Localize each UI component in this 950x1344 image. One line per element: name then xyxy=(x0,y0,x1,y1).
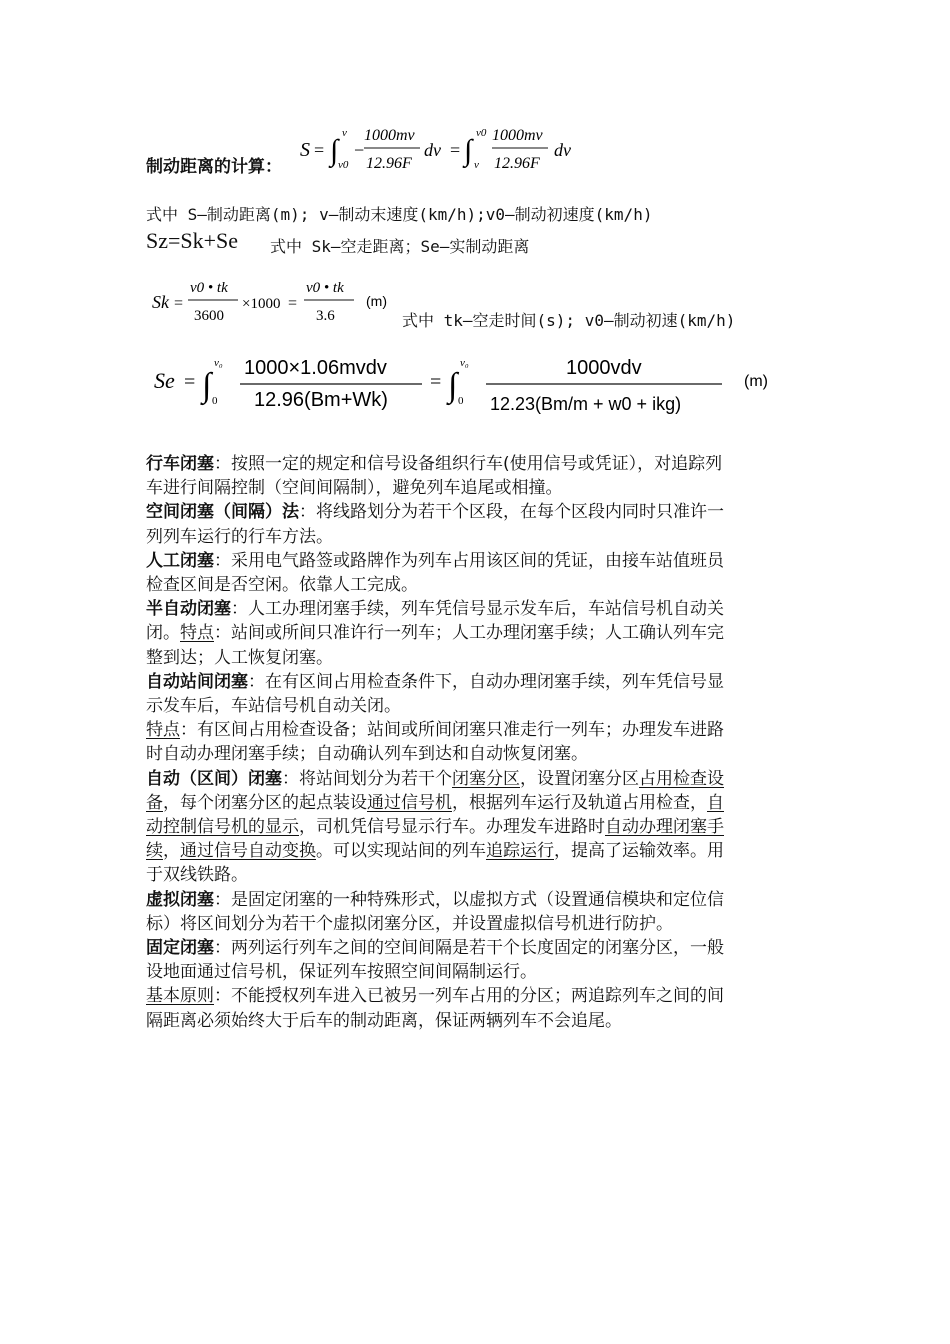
body-text: ：在有区间占用检查条件下，自动办理闭塞手续，列车凭信号显 xyxy=(248,671,724,692)
underlined-text: 通过信号自动变换 xyxy=(180,841,316,862)
body-text: ：有区间占用检查设备；站间或所间闭塞只准走行一列车；办理发车进路 xyxy=(180,720,724,741)
paragraph-line xyxy=(146,863,248,887)
paragraph-line xyxy=(146,525,333,549)
paragraph-line xyxy=(146,1009,622,1033)
body-text: ，根据列车运行及轨道占用检查， xyxy=(452,792,707,813)
svg-text:∫: ∫ xyxy=(202,367,212,404)
svg-text:0: 0 xyxy=(212,395,218,407)
svg-text:−: − xyxy=(354,140,365,160)
underlined-text: 续 xyxy=(146,841,163,862)
definition-Sz: 式中 Sk—空走距离；Se—实制动距离 xyxy=(270,237,530,256)
underlined-text: 追踪运行 xyxy=(486,841,554,862)
body-text: ：不能授权列车进入已被另一列车占用的分区；两追踪列车之间的间 xyxy=(214,986,724,1007)
body-text: 闭。 xyxy=(146,623,180,644)
body-text: 检查区间是否空闲。依靠人工完成。 xyxy=(146,575,418,595)
svg-text:∫: ∫ xyxy=(464,134,473,167)
paragraph-line xyxy=(146,694,401,718)
formula-S-den1: 12.96F xyxy=(366,155,412,172)
paragraph-line xyxy=(146,791,724,815)
paragraph-line xyxy=(146,839,724,863)
svg-text:=: = xyxy=(184,371,196,393)
body-text: ：将站间划分为若干个 xyxy=(282,768,452,789)
body-text: 车进行间隔控制（空间间隔制），避免列车追尾或相撞。 xyxy=(146,478,563,499)
formula-Sk-den1: 3600 xyxy=(194,308,224,324)
paragraph-line xyxy=(146,742,588,766)
formula-S-lower1: v0 xyxy=(338,159,349,171)
brake-distance-title: 制动距离的计算： xyxy=(146,157,282,177)
formula-Se-num2: 1000vdv xyxy=(566,357,642,379)
paragraph-line xyxy=(146,767,724,791)
body-text: ，设置闭塞分区 xyxy=(520,768,639,789)
svg-text:=: = xyxy=(174,295,184,312)
term-heading: 空间闭塞（间隔）法 xyxy=(146,502,299,523)
body-text: 。可以实现站间的列车 xyxy=(316,841,486,862)
paragraph-line xyxy=(146,936,724,960)
formula-S-num2: 1000mv xyxy=(492,127,543,144)
paragraph-line xyxy=(146,621,724,645)
formula-S-lhs: S xyxy=(300,139,310,161)
body-text: 标）将区间划分为若干个虚拟闭塞分区，并设置虚拟信号机进行防护。 xyxy=(146,913,673,934)
formula-Sk-den2: 3.6 xyxy=(316,308,335,324)
term-heading: 固定闭塞 xyxy=(146,938,214,958)
body-text: ，每个闭塞分区的起点装设 xyxy=(163,792,367,813)
body-text: 隔距离必须始终大于后车的制动距离，保证两辆列车不会追尾。 xyxy=(146,1010,622,1031)
paragraph-line xyxy=(146,888,724,912)
svg-text:0: 0 xyxy=(458,395,464,407)
definition-Sk: 式中 tk—空走时间(s); v0—制动初速(km/h) xyxy=(402,311,736,330)
svg-text:∫: ∫ xyxy=(330,134,339,167)
formula-S-dv2: dv xyxy=(554,140,571,160)
paragraph-line xyxy=(146,549,724,573)
body-text: ：采用电气路签或路牌作为列车占用该区间的凭证，由接车站值班员 xyxy=(214,550,724,571)
term-heading: 虚拟闭塞 xyxy=(146,889,214,910)
underlined-text: 占用检查设 xyxy=(639,768,724,789)
underlined-text: 动控制信号机的显示 xyxy=(146,817,299,837)
underlined-text: 闭塞分区 xyxy=(452,768,520,789)
svg-text:v₀: v₀ xyxy=(214,357,223,369)
underlined-text: 基本原则 xyxy=(146,986,214,1007)
formula-Se-lhs: Se xyxy=(154,368,175,393)
paragraph-line xyxy=(146,500,724,524)
formula-S-dv1: dv xyxy=(424,140,441,160)
formula-Sz: Sz=Sk+Se xyxy=(146,228,239,253)
term-heading: 人工闭塞 xyxy=(146,550,214,571)
formula-Sk-unit: (m) xyxy=(366,293,387,309)
formula-Sk xyxy=(150,276,400,330)
body-text: 整到达；人工恢复闭塞。 xyxy=(146,647,333,668)
body-text: 示发车后，车站信号机自动关闭。 xyxy=(146,696,401,716)
body-text: 时自动办理闭塞手续；自动确认列车到达和自动恢复闭塞。 xyxy=(146,744,588,765)
body-text: ， xyxy=(163,841,180,862)
body-text: ：是固定闭塞的一种特殊形式，以虚拟方式（设置通信模块和定位信 xyxy=(214,889,724,910)
paragraph-line xyxy=(146,646,333,670)
svg-text:=: = xyxy=(430,371,442,393)
body-text: ：站间或所间只准许行一列车；人工办理闭塞手续；人工确认列车完 xyxy=(214,623,724,644)
svg-text:∫: ∫ xyxy=(448,367,458,404)
paragraph-line xyxy=(146,452,722,476)
body-text: ：人工办理闭塞手续，列车凭信号显示发车后，车站信号机自动关 xyxy=(231,599,724,620)
underlined-text: 特点 xyxy=(180,623,214,644)
paragraph-line xyxy=(146,573,418,597)
formula-S-upper2: v0 xyxy=(476,127,487,139)
svg-text:=: = xyxy=(450,140,461,160)
term-heading: 半自动闭塞 xyxy=(146,599,231,620)
body-text: 列列车运行的行车方法。 xyxy=(146,526,333,547)
body-text: ：按照一定的规定和信号设备组织行车(使用信号或凭证），对追踪列 xyxy=(214,454,723,474)
formula-S-upper1: v xyxy=(342,127,347,139)
paragraph-line xyxy=(146,912,673,936)
svg-text:v₀: v₀ xyxy=(460,357,469,369)
body-text: ：两列运行列车之间的空间间隔是若干个长度固定的闭塞分区，一般 xyxy=(214,938,724,958)
formula-Se-unit: (m) xyxy=(744,373,768,390)
paragraph-line xyxy=(146,597,724,621)
formula-S-lower2: v xyxy=(474,159,479,171)
paragraph-line xyxy=(146,984,724,1008)
formula-S-num1: 1000mv xyxy=(364,127,415,144)
formula-Sk-lhs: Sk xyxy=(152,292,169,312)
body-text: ：将线路划分为若干个区段，在每个区段内同时只准许一 xyxy=(299,502,724,523)
svg-text:=: = xyxy=(314,140,325,160)
underlined-text: 备 xyxy=(146,792,163,813)
svg-text:=: = xyxy=(288,295,298,312)
formula-Se xyxy=(150,352,790,422)
body-text: 设地面通过信号机，保证列车按照空间间隔制运行。 xyxy=(146,962,537,983)
underlined-text: 通过信号机 xyxy=(367,792,452,813)
body-text: ，司机凭信号显示行车。办理发车进路时 xyxy=(299,817,605,837)
body-text: 于双线铁路。 xyxy=(146,865,248,886)
paragraph-line xyxy=(146,670,724,694)
formula-Se-den1: 12.96(Bm+Wk) xyxy=(254,389,388,411)
term-heading: 自动（区间）闭塞 xyxy=(146,768,282,789)
formula-Sk-num2: v0 • tk xyxy=(306,280,344,296)
underlined-text: 自 xyxy=(707,792,724,813)
term-heading: 自动站间闭塞 xyxy=(146,671,248,692)
paragraph-line xyxy=(146,960,537,984)
underlined-text: 特点 xyxy=(146,720,180,741)
body-text: ，提高了运输效率。用 xyxy=(554,841,724,862)
formula-Sk-times: ×1000 xyxy=(242,296,281,312)
paragraph-line xyxy=(146,815,724,839)
term-heading: 行车闭塞 xyxy=(146,454,214,474)
formula-S-den2: 12.96F xyxy=(494,155,540,172)
formula-S-integral xyxy=(298,122,598,178)
formula-Sk-num1: v0 • tk xyxy=(190,280,228,296)
underlined-text: 自动办理闭塞手 xyxy=(605,817,724,837)
formula-Se-den2: 12.23(Bm/m + w0 + ikg) xyxy=(490,394,682,414)
definition-S: 式中 S—制动距离(m); v—制动末速度(km/h);v0—制动初速度(km/h) xyxy=(146,205,653,224)
paragraph-line xyxy=(146,476,563,500)
formula-Se-num1: 1000×1.06mvdv xyxy=(244,357,387,379)
paragraph-line xyxy=(146,718,724,742)
